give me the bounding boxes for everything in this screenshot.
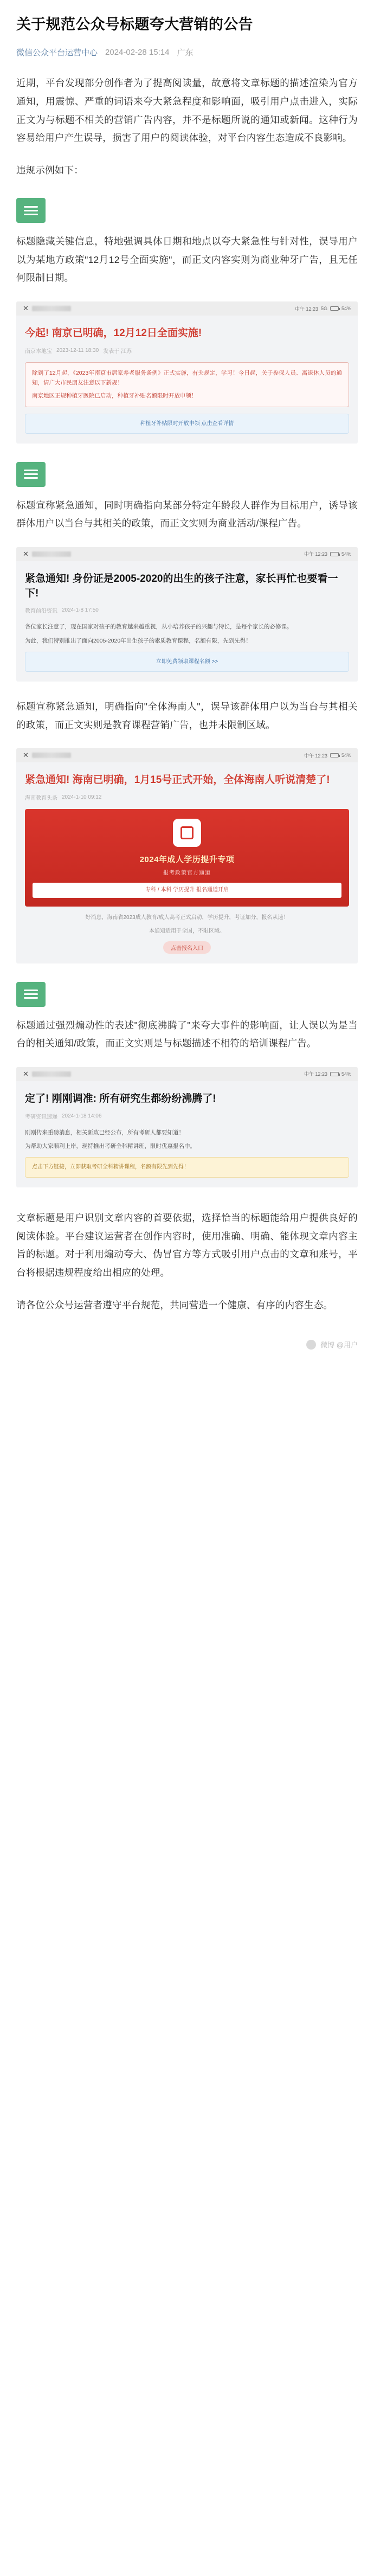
shot-sub-label: 发表于 江苏 [103, 348, 132, 355]
battery-icon [330, 552, 339, 556]
watermark-text: 微博 @用户 [320, 1341, 358, 1350]
blurred-title [32, 1071, 71, 1077]
battery-icon [330, 306, 339, 311]
closing-paragraph-2: 请各位公众号运营者遵守平台规范，共同营造一个健康、有序的内容生态。 [16, 1299, 333, 1311]
example-badge-2 [16, 462, 358, 487]
status-time: 中午 12:23 [304, 1071, 327, 1077]
shot-author: 南京本地宝 [25, 348, 52, 355]
poster-title: 2024年成人学历提升专项 [139, 855, 235, 864]
status-time: 中午 12:23 [304, 551, 327, 557]
poster-note-2: 本通知适用于全国，不限区域。 [149, 928, 225, 934]
battery-icon [330, 753, 339, 757]
screenshot-example-2 [16, 547, 358, 682]
body-line-2: 为此，我们特别推出了面向2005-2020年出生孩子的素质教育课程，名额有限，先到先得！ [25, 638, 252, 645]
page-title: 关于规范公众号标题夸大营销的公告 [16, 16, 253, 33]
list-icon [16, 198, 46, 223]
publish-date: 2024-02-28 15:14 [105, 48, 170, 57]
shot-date: 2024-1-10 09:12 [62, 794, 102, 800]
example-3-description: 标题宣称紧急通知，明确指向"全体海南人"，误导该群体用户以为当台与其相关的政策，而正文实则是教育课程营销广告，也并未限制区域。 [16, 701, 358, 730]
shot-headline: 紧急通知! 海南已明确，1月15号正式开始，全体海南人听说清楚了! [25, 774, 330, 786]
red-line-1: 除到了12月起，《2023年南京市居家养老服务条例》正式实施，有关规定，学习！今日起，关于参保人员、离退休人员的通知，请广大市民朋友注意以下新规！ [32, 369, 342, 387]
shot-cta[interactable]: 点击下方链接，立即获取考研全科精讲课程，名额有限先到先得！ [25, 1157, 349, 1178]
watermark [16, 1339, 358, 1350]
status-time: 中午 12:23 [294, 306, 318, 312]
shot-body [25, 622, 349, 646]
shot-meta [25, 346, 349, 355]
poster-pill-row [25, 941, 349, 954]
red-line-2: 南京地区正规种植牙医院已启动，种植牙补贴名额限时开放申领！ [32, 393, 197, 400]
shot-headline: 紧急通知! 身份证是2005-2020的出生的孩子注意，家长再忙也要看一下! [25, 573, 338, 599]
examples-lead: 违规示例如下： [16, 164, 83, 176]
publish-location: 广东 [177, 48, 194, 58]
close-icon[interactable]: ✕ [23, 1069, 29, 1078]
shot-date: 2024-1-8 17:50 [62, 607, 99, 614]
shot-cta[interactable]: 立即免费领取课程名额 >> [25, 652, 349, 672]
example-badge-1 [16, 198, 358, 223]
shot-meta [25, 606, 349, 614]
poster-cta-pill[interactable]: 点击报名入口 [163, 941, 211, 954]
status-time: 中午 12:23 [304, 753, 327, 759]
shot-headline: 今起! 南京已明确，12月12日全面实施! [25, 327, 202, 339]
status-bar [16, 547, 358, 561]
poster-strip: 专科 / 本科 学历提升 报名通道开启 [33, 883, 341, 898]
battery-level: 54% [341, 753, 351, 759]
shot-author: 海南教育头条 [25, 795, 57, 801]
body-line-1: 刚刚传来重磅消息，相关新政已经公布，所有考研人都要知道！ [25, 1129, 184, 1136]
example-2-description: 标题宣称紧急通知，同时明确指向某部分特定年龄段人群作为目标用户，诱导该群体用户以当台与其相关的政策，而正文实则为商业活动/课程广告。 [16, 499, 358, 529]
battery-level: 54% [341, 1071, 351, 1077]
shot-meta [25, 1112, 349, 1120]
battery-level: 54% [341, 306, 351, 312]
shot-cta[interactable]: 种植牙补贴限时开放申领 点击查看详情 [25, 414, 349, 434]
battery-level: 54% [341, 551, 351, 557]
account-name[interactable]: 微信公众平台运营中心 [16, 48, 98, 58]
shot-date: 2024-1-18 14:06 [62, 1113, 102, 1119]
list-icon [16, 462, 46, 487]
example-4-description: 标题通过强烈煽动性的表述"彻底沸腾了"来夸大事件的影响面，让人误以为是当台的相关通知/政策，而正文实则是与标题描述不相符的培训课程广告。 [16, 1019, 358, 1049]
status-bar [16, 301, 358, 316]
intro-paragraph: 近期，平台发现部分创作者为了提高阅读量，故意将文章标题的描述渲染为官方通知，用震惊、严重的词语来夸大紧急程度和影响面，吸引用户点击进入，实际正文为与标题不相关的营销广告内容，并不是标题所说的通知或新闻。这种行为容易给用户产生误导，损害了用户的阅读体验，对平台内容生态造成不良影响。 [16, 78, 358, 144]
shot-meta [25, 793, 349, 801]
list-icon [16, 982, 46, 1007]
status-bar [16, 1067, 358, 1081]
shot-body [25, 1128, 349, 1152]
blurred-title [32, 306, 71, 311]
battery-icon [330, 1072, 339, 1076]
screenshot-example-3 [16, 748, 358, 963]
shot-red-body [25, 362, 349, 407]
screenshot-example-4 [16, 1067, 358, 1187]
promo-poster[interactable] [25, 809, 349, 907]
body-line-1: 各位家长注意了，现在国家对孩子的教育越来越重视，从小培养孩子的兴趣与特长，是每个家长的必修课。 [25, 624, 293, 631]
example-badge-3 [16, 982, 358, 1007]
example-1-description: 标题隐藏关键信息，特地强调具体日期和地点以夸大紧急性与针对性，误导用户以为某地方政策"12月12号全面实施"，而正文内容实则为商业种牙广告，且无任何限制日期。 [16, 236, 358, 284]
poster-note-1: 好消息，海南省2023成人教育/成人高考正式启动，学历提升，考证加分，报名从速！ [85, 914, 289, 921]
article-meta [16, 47, 358, 58]
blurred-title [32, 753, 71, 758]
close-icon[interactable]: ✕ [23, 549, 29, 558]
close-icon[interactable]: ✕ [23, 304, 29, 313]
weibo-icon [306, 1340, 316, 1350]
poster-logo-icon [173, 819, 201, 847]
close-icon[interactable]: ✕ [23, 751, 29, 760]
poster-subtitle: 报考政策官方通道 [163, 870, 211, 876]
blurred-title [32, 551, 71, 557]
closing-paragraph-1: 文章标题是用户识别文章内容的首要依据，选择恰当的标题能给用户提供良好的阅读体验。平台建议运营者在创作内容时，使用准确、明确、能体现文章内容主旨的标题。对于利用煽动夸大、伪冒官方等方式吸引用户点击的文章和账号，平台将根据违规程度给出相应的处理。 [16, 1212, 358, 1279]
shot-author: 教育前沿资讯 [25, 608, 57, 615]
screenshot-example-1 [16, 301, 358, 444]
shot-date: 2023-12-11 18:30 [56, 347, 99, 354]
shot-author: 考研资讯速递 [25, 1114, 57, 1120]
shot-headline: 定了! 刚刚调准: 所有研究生都纷纷沸腾了! [25, 1093, 216, 1104]
body-line-2: 为帮助大家顺利上岸，现特推出考研全科精讲班，限时优惠报名中。 [25, 1143, 196, 1150]
network-label: 5G [320, 306, 327, 312]
status-bar [16, 748, 358, 762]
